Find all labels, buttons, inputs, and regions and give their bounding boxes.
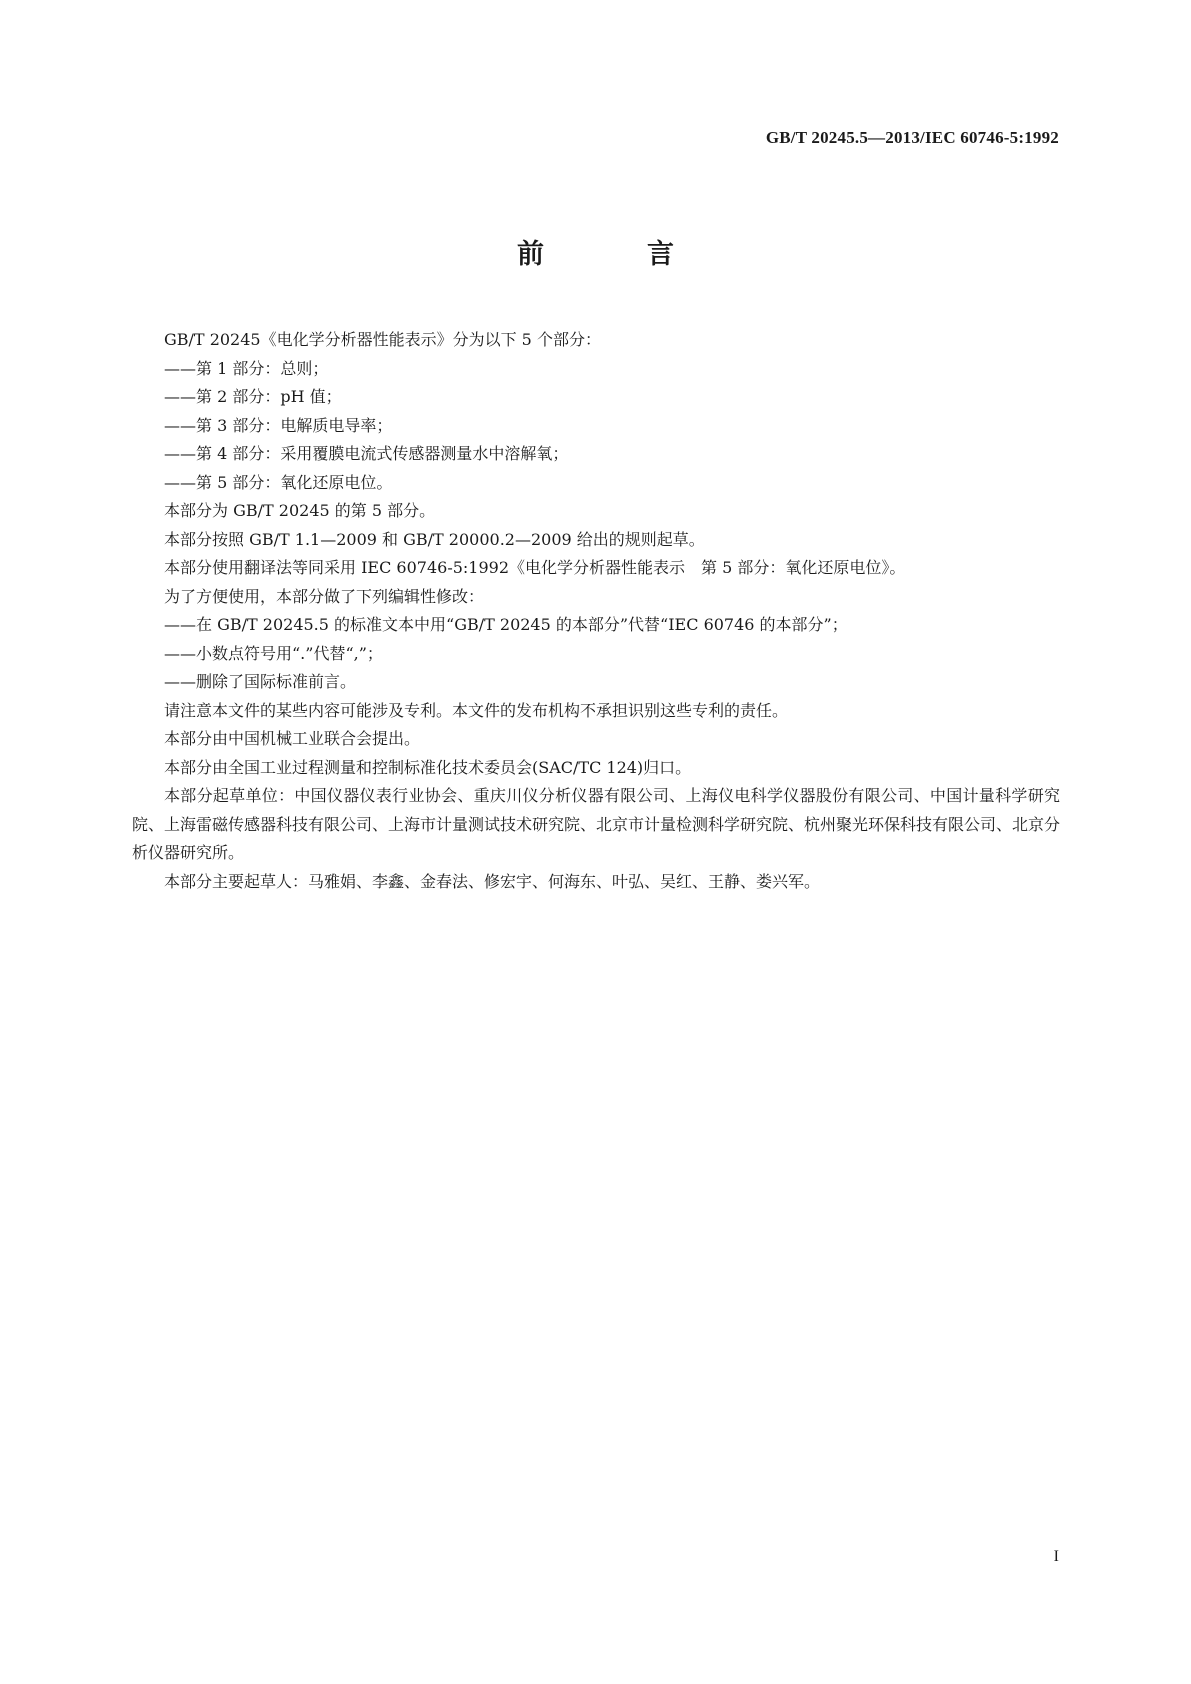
page-number: I — [1053, 1548, 1059, 1565]
paragraph: 本部分由中国机械工业联合会提出。 — [164, 729, 421, 748]
paragraph: 本部分为 GB/T 20245 的第 5 部分。 — [164, 501, 436, 520]
paragraph: 为了方便使用，本部分做了下列编辑性修改： — [164, 586, 485, 606]
foreword-body — [132, 326, 1060, 896]
list-item: ——第 1 部分：总则； — [164, 358, 329, 378]
list-item: ——第 5 部分：氧化还原电位。 — [164, 472, 393, 492]
paragraph: GB/T 20245《电化学分析器性能表示》分为以下 5 个部分： — [164, 330, 601, 349]
list-item: ——第 4 部分：采用覆膜电流式传感器测量水中溶解氧； — [164, 444, 569, 463]
standard-code: GB/T 20245.5—2013/IEC 60746-5:1992 — [765, 128, 1059, 147]
paragraph: 请注意本文件的某些内容可能涉及专利。本文件的发布机构不承担识别这些专利的责任。 — [164, 700, 789, 720]
paragraph: 本部分起草单位：中国仪器仪表行业协会、重庆川仪分析仪器有限公司、上海仪电科学仪器股份有限公司、中国计量科学研究院、上海雷磁传感器科技有限公司、上海市计量测试技术研究院、北京市计量检测科学研究院、杭州聚光环保科技有限公司、北京分析仪器研究所。 — [132, 786, 1061, 862]
list-item: ——在 GB/T 20245.5 的标准文本中用“GB/T 20245 的本部分”代替“IEC 60746 的本部分”； — [164, 615, 848, 634]
list-item: ——小数点符号用“.”代替“,”； — [164, 643, 383, 663]
paragraph: 本部分使用翻译法等同采用 IEC 60746-5:1992《电化学分析器性能表示 第 5 部分：氧化还原电位》。 — [164, 558, 906, 577]
paragraph: 本部分主要起草人：马雅娟、李鑫、金春法、修宏宇、何海东、叶弘、吴红、王静、娄兴军。 — [164, 871, 821, 891]
paragraph: 本部分由全国工业过程测量和控制标准化技术委员会(SAC/TC 124)归口。 — [164, 757, 692, 777]
list-item: ——删除了国际标准前言。 — [164, 672, 357, 691]
page-title: 前 言 — [517, 239, 712, 270]
list-item: ——第 2 部分：pH 值； — [164, 387, 342, 406]
list-item: ——第 3 部分：电解质电导率； — [164, 415, 393, 435]
paragraph: 本部分按照 GB/T 1.1—2009 和 GB/T 20000.2—2009 给出的规则起草。 — [164, 529, 705, 549]
